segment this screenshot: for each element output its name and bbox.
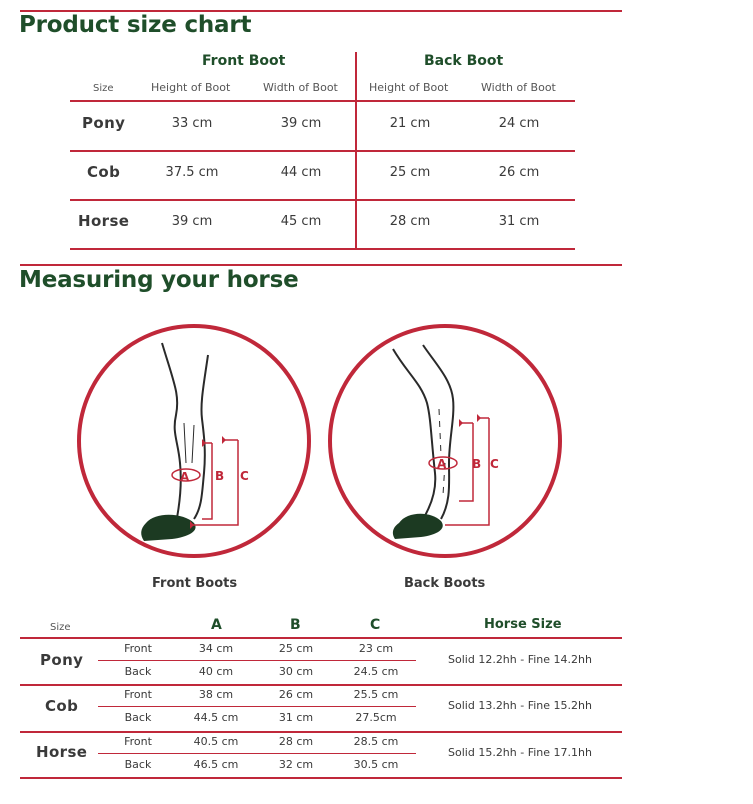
cut-off-heading-glyphs: [250, 0, 410, 4]
label-b: B: [215, 469, 225, 483]
size-chart-row-rule: [70, 150, 575, 152]
measure-b-header: B: [290, 617, 301, 633]
measure-subrow-rule: [98, 706, 416, 707]
label-c: C: [490, 457, 499, 471]
table-cell: 27.5cm: [355, 711, 397, 724]
back-boot-group-header: Back Boot: [424, 53, 504, 69]
table-cell: 23 cm: [358, 642, 394, 655]
table-cell: 28 cm: [278, 735, 314, 748]
table-cell: 28 cm: [389, 214, 431, 229]
label-a: A: [437, 457, 447, 471]
measure-c-header: C: [370, 617, 381, 633]
table-cell: 39 cm: [280, 116, 322, 131]
table-cell: 21 cm: [389, 116, 431, 131]
table-cell: 31 cm: [278, 711, 314, 724]
front-boots-caption: Front Boots: [152, 576, 238, 591]
table-cell: 40 cm: [198, 665, 234, 678]
label-b: B: [472, 457, 482, 471]
size-label-cob: Cob: [87, 163, 121, 181]
cut-off-heading-fragment: [250, 0, 410, 4]
measuring-title: Measuring your horse: [19, 267, 299, 293]
measure-bottom-rule: [20, 777, 622, 779]
measure-header-rule: [20, 637, 622, 639]
table-cell: 44.5 cm: [193, 711, 239, 724]
label-a: A: [180, 470, 190, 484]
table-cell: 33 cm: [171, 116, 213, 131]
measure-subrow-rule: [98, 660, 416, 661]
table-cell: 38 cm: [198, 688, 234, 701]
table-cell: 37.5 cm: [165, 165, 219, 180]
measure-group-rule: [20, 731, 622, 733]
back-leg-diagram: [327, 323, 567, 563]
size-chart-row-rule: [70, 199, 575, 201]
table-cell: 30 cm: [278, 665, 314, 678]
table-cell: 24.5 cm: [353, 665, 399, 678]
table-cell: 26 cm: [278, 688, 314, 701]
table-cell: 45 cm: [280, 214, 322, 229]
measure-subrow-rule: [98, 753, 416, 754]
row-label-back: Back: [124, 758, 152, 771]
table-cell: 32 cm: [278, 758, 314, 771]
back-boots-caption: Back Boots: [404, 576, 486, 591]
size-label-horse: Horse: [78, 212, 130, 230]
section-rule: [20, 264, 622, 266]
size-chart-header-rule: [70, 100, 575, 102]
row-label-front: Front: [124, 642, 152, 655]
table-cell: 30.5 cm: [353, 758, 399, 771]
measure-size-header: Size: [50, 622, 71, 633]
front-leg-diagram: [76, 323, 316, 563]
table-cell: 24 cm: [498, 116, 540, 131]
table-cell: 44 cm: [280, 165, 322, 180]
measure-size-pony: Pony: [40, 651, 84, 669]
horse-size-cob: Solid 13.2hh - Fine 15.2hh: [448, 699, 592, 712]
horse-size-header: Horse Size: [484, 617, 562, 632]
measure-size-horse: Horse: [36, 743, 88, 761]
table-cell: 34 cm: [198, 642, 234, 655]
measure-size-cob: Cob: [45, 697, 79, 715]
measure-a-header: A: [211, 617, 222, 633]
table-cell: 46.5 cm: [193, 758, 239, 771]
front-boot-group-header: Front Boot: [202, 53, 286, 69]
front-width-header: Width of Boot: [263, 81, 338, 94]
row-label-front: Front: [124, 735, 152, 748]
front-height-header: Height of Boot: [151, 81, 231, 94]
table-cell: 25.5 cm: [353, 688, 399, 701]
row-label-front: Front: [124, 688, 152, 701]
table-cell: 39 cm: [171, 214, 213, 229]
horse-size-horse: Solid 15.2hh - Fine 17.1hh: [448, 746, 592, 759]
horse-size-pony: Solid 12.2hh - Fine 14.2hh: [448, 653, 592, 666]
table-cell: 40.5 cm: [193, 735, 239, 748]
size-chart-title: Product size chart: [19, 12, 252, 38]
table-cell: 31 cm: [498, 214, 540, 229]
size-label-pony: Pony: [82, 114, 126, 132]
row-label-back: Back: [124, 665, 152, 678]
table-cell: 25 cm: [389, 165, 431, 180]
label-c: C: [240, 469, 249, 483]
size-column-header: Size: [93, 83, 114, 94]
size-chart-row-rule: [70, 248, 575, 250]
back-width-header: Width of Boot: [481, 81, 556, 94]
table-cell: 25 cm: [278, 642, 314, 655]
back-height-header: Height of Boot: [369, 81, 449, 94]
measure-group-rule: [20, 684, 622, 686]
row-label-back: Back: [124, 711, 152, 724]
table-cell: 26 cm: [498, 165, 540, 180]
table-cell: 28.5 cm: [353, 735, 399, 748]
